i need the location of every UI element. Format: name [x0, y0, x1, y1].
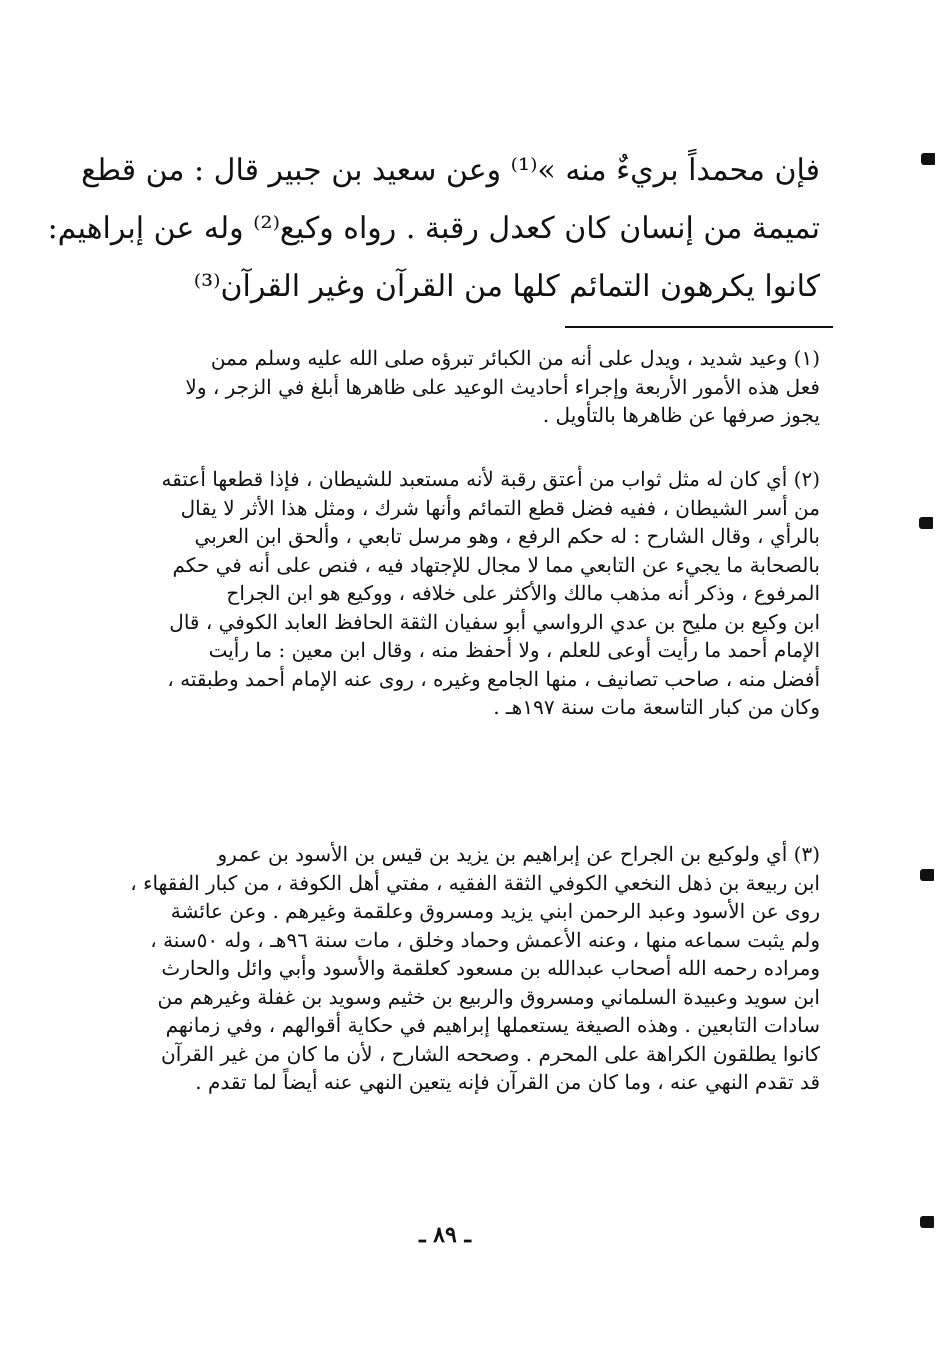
margin-mark: [919, 517, 933, 529]
margin-mark: [920, 1216, 934, 1228]
footnote-line: المرفوع ، وذكر أنه مذهب مالك والأكثر على خلافه ، ووكيع هو ابن الجراح: [226, 581, 820, 605]
footnote-line: يجوز صرفها عن ظاهرها بالتأويل .: [542, 403, 820, 427]
footnote-divider: [565, 326, 833, 328]
footnote-3: [100, 840, 820, 1097]
footnote-line: (٣) أي ولوكيع بن الجراح عن إبراهيم بن يزيد بن قيس بن الأسود بن عمرو: [217, 842, 820, 866]
footnote-line: بالرأي ، وقال الشارح : له حكم الرفع ، وهو مرسل تابعي ، وألحق ابن العربي: [194, 524, 820, 548]
footnote-line: فعل هذه الأمور الأربعة وإجراء أحاديث الوعيد على ظاهرها أبلغ في الزجر ، ولا: [185, 374, 820, 399]
footnote-line: ابن سويد وعبيدة السلماني ومسروق والربيع بن خثيم وسويد بن غفلة وغيرهم من: [157, 984, 820, 1009]
footnote-line: ومراده رحمه الله أصحاب عبدالله بن مسعود كعلقمة والأسود وأبي وائل والحارث: [161, 956, 820, 980]
footnote-1: [100, 344, 820, 430]
footnote-line: ابن ربيعة بن ذهل النخعي الكوفي الثقة الفقيه ، مفتي أهل الكوفة ، من كبار الفقهاء ،: [130, 870, 820, 895]
margin-mark: [920, 869, 934, 881]
footnote-line: (١) وعيد شديد ، ويدل على أنه من الكبائر تبرؤه صلى الله عليه وسلم ممن: [210, 346, 820, 370]
footnote-2: [100, 465, 820, 722]
footnote-line: ولم يثبت سماعه منها ، وعنه الأعمش وحماد وخلق ، مات سنة ٩٦هـ ، وله ٥٠سنة ،: [150, 927, 820, 952]
footnote-line: الإمام أحمد ما رأيت أوعى للعلم ، ولا أحفظ منه ، وقال ابن معين : ما رأيت: [208, 638, 820, 662]
footnote-line: ابن وكيع بن مليح بن عدي الرواسي أبو سفيان الثقة الحافظ العابد الكوفي ، قال: [169, 609, 820, 634]
footnote-line: وكان من كبار التاسعة مات سنة ١٩٧هـ .: [493, 695, 820, 719]
footnote-line: (٢) أي كان له مثل ثواب من أعتق رقبة لأنه مستعبد للشيطان ، فإذا قطعها أعتقه: [161, 467, 820, 491]
main-text-line: تميمة من إنسان كان كعدل رقبة . رواه وكيع⁽²⁾ وله عن إبراهيم:: [47, 211, 820, 246]
footnote-line: أفضل منه ، صاحب تصانيف ، منها الجامع وغيره ، روى عنه الإمام أحمد وطبقته ،: [167, 666, 820, 691]
footnote-line: كانوا يطلقون الكراهة على المحرم . وصححه الشارح ، لأن ما كان من غير القرآن: [161, 1041, 820, 1066]
footnote-line: روى عن الأسود وعبد الرحمن ابني يزيد ومسروق وعلقمة وغيرهم . وعن عائشة: [170, 899, 820, 923]
margin-mark: [921, 153, 935, 165]
main-text: [47, 142, 820, 316]
footnote-line: قد تقدم النهي عنه ، وما كان من القرآن فإنه يتعين النهي عنه أيضاً لما تقدم .: [195, 1070, 820, 1094]
footnote-line: من أسر الشيطان ، ففيه فضل قطع التمائم وأنها شرك ، ومثل هذا الأثر لا يقال: [180, 495, 820, 520]
footnote-line: سادات التابعين . وهذه الصيغة يستعملها إبراهيم في حكاية أقوالهم ، وفي زمانهم: [165, 1013, 820, 1037]
page-number: ـ ٨٩ ـ: [419, 1222, 471, 1248]
main-text-line: كانوا يكرهون التمائم كلها من القرآن وغير القرآن⁽³⁾: [193, 269, 820, 304]
footnote-line: بالصحابة ما يجيء عن التابعي مما لا مجال للإجتهاد فيه ، فنص على أنه في حكم: [172, 552, 820, 577]
main-text-line: فإن محمداً بريءٌ منه »⁽¹⁾ وعن سعيد بن جبير قال : من قطع: [81, 153, 820, 188]
